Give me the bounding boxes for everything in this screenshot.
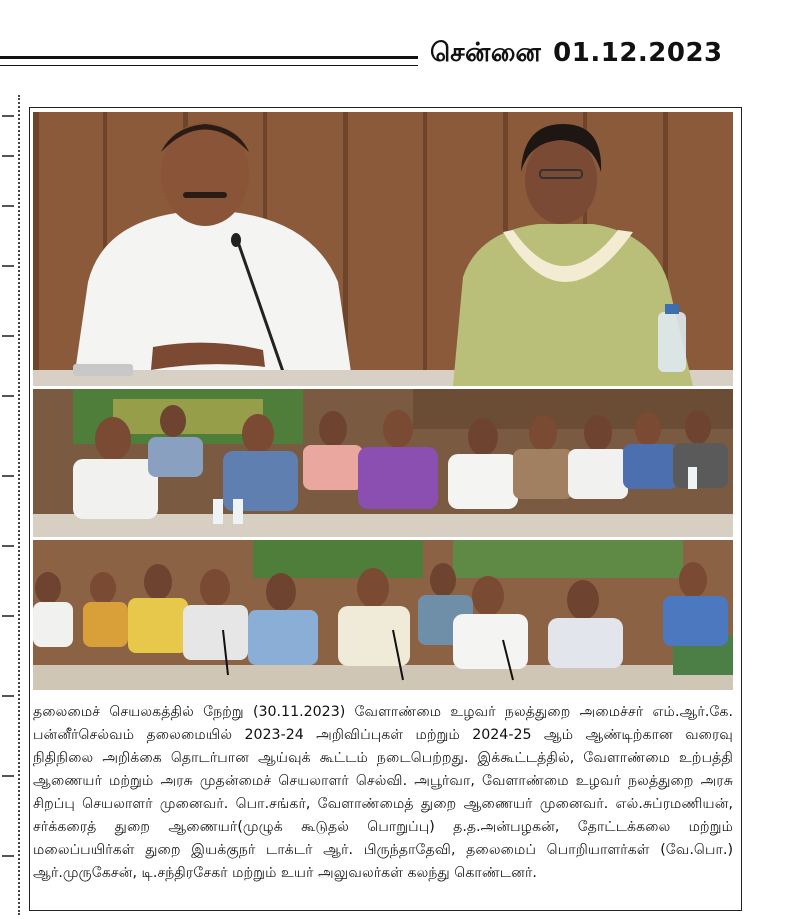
photo-caption: [33, 701, 733, 885]
masthead-date: 01.12.2023: [553, 38, 723, 68]
caption-text: தலைமைச் செயலகத்தில் நேற்று (30.11.2023) வேளாண்மை உழவர் நலத்துறை அமைச்சர் எம்.ஆர்.கே. பன்னீர்செல்வம் தலைமையில் 2023-24 அறிவிப்புகள் மற்றும் 2024-25 ஆம் ஆண்டிற்கான வரைவு நிதிநிலை அறிக்கை தொடர்பான ஆய்வுக் கூட்டம் நடைபெற்றது. இக்கூட்டத்தில், வேளாண்மை உற்பத்தி ஆணையர் மற்றும் அரசு முதன்மைச் செயலாளர் செல்வி. அபூர்வா, வேளாண்மை உழவர் நலத்துறை அரசு சிறப்பு செயலாளர் முனைவர். பொ.சங்கர், வேளாண்மைத் துறை ஆணையர் முனைவர். எல்.சுப்ரமணியன், சர்க்கரைத் துறை ஆணையர்(முழுக் கூடுதல் பொறுப்பு) த.த.அன்பழகன், தோட்டக்கலை மற்றும் மலைப்பயிர்கள் துறை இயக்குநர் டாக்டர் ஆர். பிருந்தாதேவி, தலைமைப் பொறியாளர்கள் (வே.பொ.) ஆர்.முருகேசன், டி.சந்திரசேகர் மற்றும் உயர் அலுவலர்கள் கலந்து கொண்டனர்.: [33, 704, 733, 881]
masthead: [430, 38, 723, 71]
photo-meeting-participants-1: [33, 389, 733, 537]
adjacent-column-edge: [0, 95, 20, 915]
masthead-city: சென்னை: [430, 38, 542, 68]
photo-meeting-participants-2: [33, 540, 733, 690]
masthead-rule: [0, 56, 418, 66]
photo-minister-official: [33, 112, 733, 386]
